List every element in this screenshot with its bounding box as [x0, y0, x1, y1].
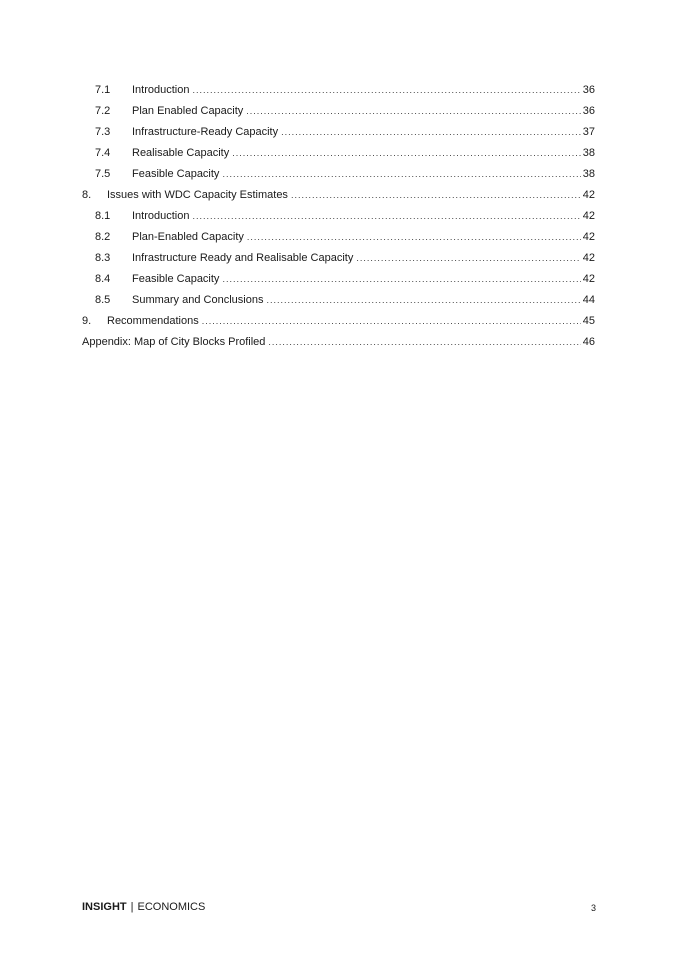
toc-entry-number: 7.4	[95, 147, 111, 159]
toc-entry-title: Introduction	[132, 210, 190, 222]
dot-leader	[192, 80, 580, 101]
toc-entry-page: 44	[582, 294, 595, 306]
toc-entry-title: Feasible Capacity	[132, 168, 220, 180]
toc-entry[interactable]	[82, 122, 595, 143]
toc-entry-number: 8.1	[95, 210, 111, 222]
toc-entry[interactable]	[82, 185, 595, 206]
table-of-contents	[82, 80, 595, 353]
dot-leader	[246, 101, 580, 122]
toc-entry[interactable]	[82, 101, 595, 122]
toc-entry[interactable]	[82, 164, 595, 185]
footer-brand-strong: INSIGHT	[82, 901, 127, 913]
toc-entry-title: Plan Enabled Capacity	[132, 105, 244, 117]
dot-leader	[202, 311, 581, 332]
toc-entry-title: Appendix: Map of City Blocks Profiled	[82, 336, 266, 348]
toc-entry[interactable]	[82, 248, 595, 269]
toc-entry-number: 8.5	[95, 294, 111, 306]
toc-entry[interactable]	[82, 269, 595, 290]
toc-entry-title: Realisable Capacity	[132, 147, 230, 159]
toc-entry-number: 7.5	[95, 168, 111, 180]
toc-entry-page: 42	[582, 210, 595, 222]
toc-entry-page: 42	[582, 273, 595, 285]
toc-entry[interactable]	[82, 206, 595, 227]
footer-separator: |	[130, 901, 134, 913]
toc-entry[interactable]	[82, 290, 595, 311]
toc-entry-number: 8.4	[95, 273, 111, 285]
dot-leader	[291, 185, 581, 206]
toc-entry-title: Plan-Enabled Capacity	[132, 231, 244, 243]
toc-entry-page: 36	[582, 105, 595, 117]
toc-entry-title: Introduction	[132, 84, 190, 96]
dot-leader	[222, 269, 580, 290]
dot-leader	[268, 332, 580, 353]
toc-entry[interactable]	[82, 80, 595, 101]
dot-leader	[222, 164, 580, 185]
dot-leader	[356, 248, 580, 269]
page-number: 3	[590, 903, 596, 913]
toc-entry[interactable]	[82, 227, 595, 248]
toc-entry-title: Feasible Capacity	[132, 273, 220, 285]
toc-entry-title: Recommendations	[107, 315, 199, 327]
toc-entry-page: 38	[582, 147, 595, 159]
toc-entry-page: 37	[582, 126, 595, 138]
toc-entry-page: 42	[582, 252, 595, 264]
toc-entry-number: 7.1	[95, 84, 111, 96]
toc-entry[interactable]	[82, 143, 595, 164]
toc-entry-title: Summary and Conclusions	[132, 294, 264, 306]
toc-entry-page: 42	[582, 189, 595, 201]
toc-entry-page: 36	[582, 84, 595, 96]
toc-entry-page: 42	[582, 231, 595, 243]
toc-entry-title: Issues with WDC Capacity Estimates	[107, 189, 288, 201]
toc-entry-number: 8.2	[95, 231, 111, 243]
toc-entry-page: 45	[582, 315, 595, 327]
dot-leader	[247, 227, 581, 248]
toc-entry-page: 38	[582, 168, 595, 180]
toc-entry-number: 7.2	[95, 105, 111, 117]
toc-entry-title: Infrastructure Ready and Realisable Capacity	[132, 252, 354, 264]
toc-entry[interactable]	[82, 332, 595, 353]
footer-brand-rest: ECONOMICS	[137, 901, 206, 913]
toc-entry-number: 9.	[82, 315, 92, 327]
dot-leader	[281, 122, 581, 143]
toc-entry-title: Infrastructure-Ready Capacity	[132, 126, 279, 138]
toc-entry-number: 8.	[82, 189, 92, 201]
toc-entry-number: 7.3	[95, 126, 111, 138]
dot-leader	[232, 143, 581, 164]
footer-brand	[82, 900, 205, 914]
dot-leader	[192, 206, 580, 227]
toc-entry-number: 8.3	[95, 252, 111, 264]
dot-leader	[266, 290, 580, 311]
toc-entry[interactable]	[82, 311, 595, 332]
toc-entry-page: 46	[582, 336, 595, 348]
